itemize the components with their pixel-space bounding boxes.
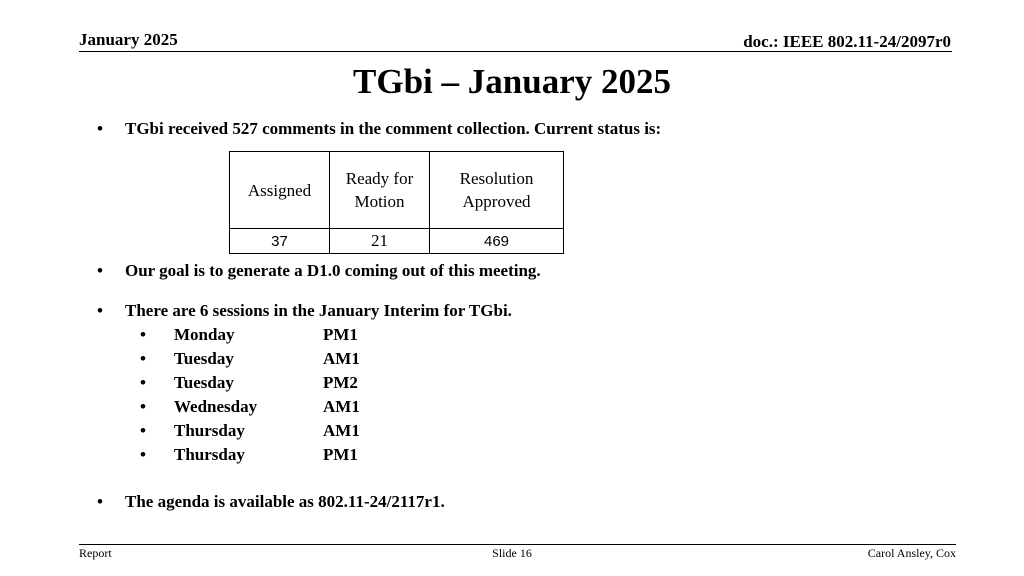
session-day: Thursday: [174, 445, 245, 464]
session-day: Wednesday: [174, 397, 258, 416]
bullet-intro-text: TGbi received 527 comments in the comment collection. Current status is:: [125, 119, 662, 138]
status-table-value-row: [230, 229, 564, 254]
bullet-goal-text: Our goal is to generate a D1.0 coming out of this meeting.: [125, 261, 541, 280]
footer-author: Carol Ansley, Cox: [867, 546, 956, 560]
value-assigned: 37: [230, 229, 330, 254]
bullet-intro: [97, 119, 661, 139]
session-slot: AM1: [323, 349, 360, 368]
bullet-agenda-text: The agenda is available as 802.11-24/2117r1.: [125, 492, 445, 511]
bullet-marker: •: [97, 492, 103, 511]
bullet-marker: •: [97, 261, 103, 280]
bullet-marker: •: [97, 119, 103, 138]
session-day: Tuesday: [174, 373, 234, 392]
session-slot: AM1: [323, 421, 360, 440]
session-slot: AM1: [323, 397, 360, 416]
status-table: [229, 151, 564, 254]
session-slot: PM1: [323, 325, 358, 344]
session-item: • Thursday PM1: [140, 445, 358, 464]
session-item: • Tuesday PM2: [140, 373, 358, 392]
session-day: Tuesday: [174, 349, 234, 368]
status-table-header-row: [230, 152, 564, 229]
header-date: January 2025: [79, 30, 178, 49]
session-slot: PM2: [323, 373, 358, 392]
footer-slide-number: Slide 16: [492, 546, 532, 560]
session-slot: PM1: [323, 445, 358, 464]
slide-title: TGbi – January 2025: [353, 62, 671, 101]
session-item: • Tuesday AM1: [140, 349, 360, 368]
bullet-sessions: [97, 301, 512, 321]
session-item: • Monday PM1: [140, 325, 358, 344]
session-day: Monday: [174, 325, 235, 344]
bullet-sessions-text: There are 6 sessions in the January Interim for TGbi.: [125, 301, 512, 320]
header-assigned: Assigned: [230, 152, 330, 229]
value-ready-for-motion: 21: [330, 229, 430, 254]
bullet-agenda: [97, 492, 445, 512]
session-item: • Wednesday AM1: [140, 397, 360, 416]
footer-divider: [79, 544, 956, 545]
footer-report-label: Report: [79, 546, 112, 560]
bullet-goal: [97, 261, 541, 281]
value-resolution-approved: 469: [430, 229, 564, 254]
header-divider: [79, 51, 952, 52]
session-day: Thursday: [174, 421, 245, 440]
session-item: • Thursday AM1: [140, 421, 360, 440]
header-resolution-approved: Resolution Approved: [430, 152, 564, 229]
bullet-marker: •: [97, 301, 103, 320]
header-doc-number: doc.: IEEE 802.11-24/2097r0: [743, 32, 951, 51]
header-ready-for-motion: Ready for Motion: [330, 152, 430, 229]
